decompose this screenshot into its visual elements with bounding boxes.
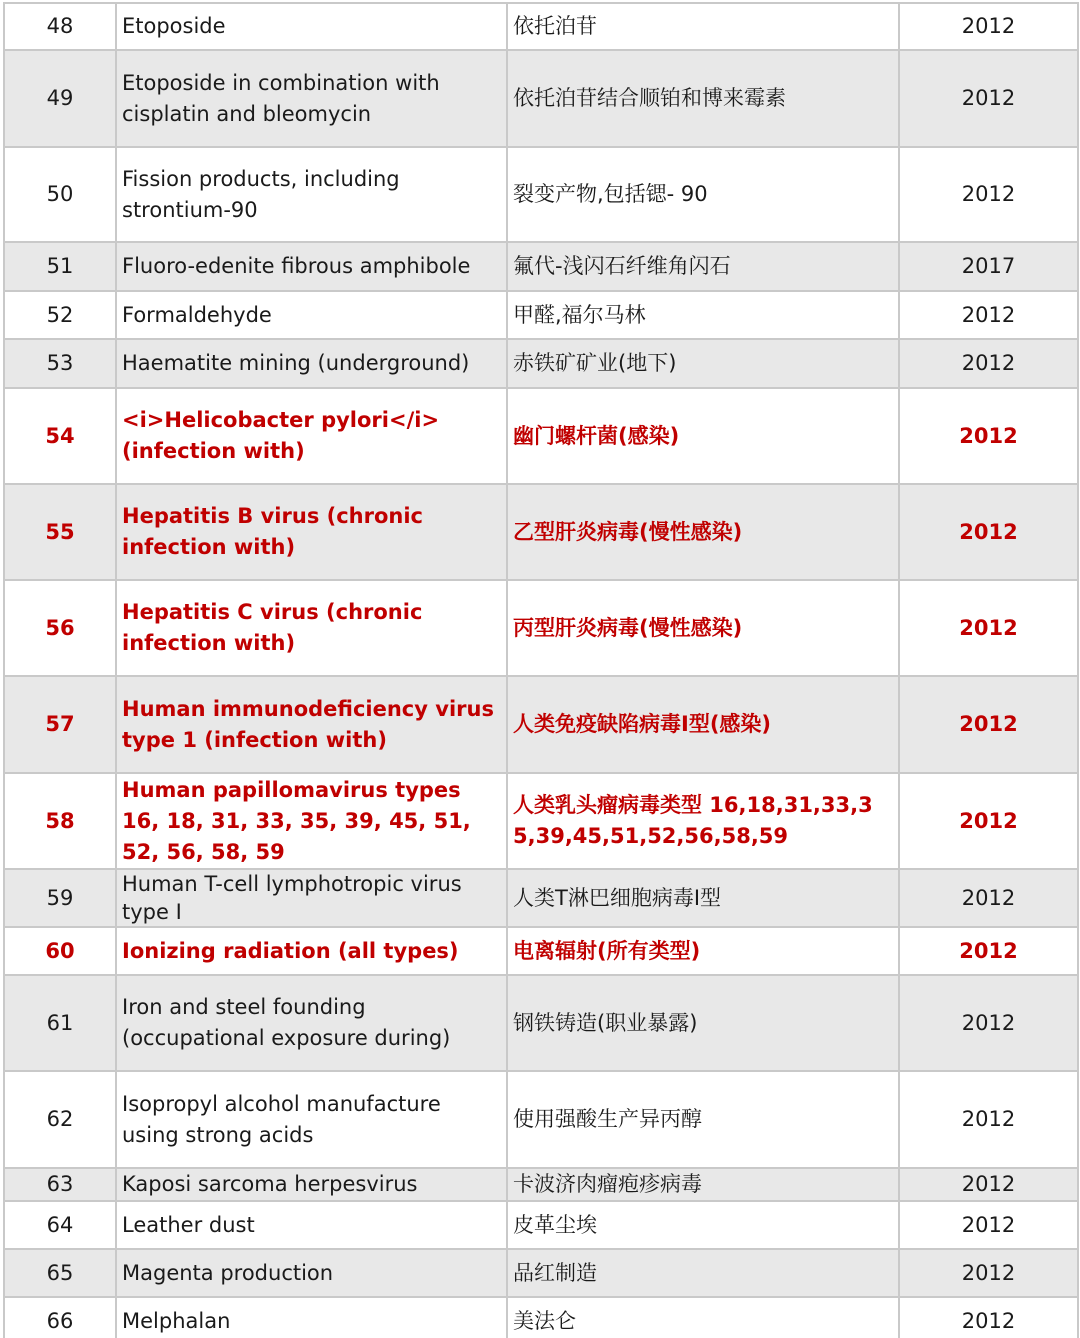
evaluation-year-cell: 2012 [899, 869, 1078, 927]
table-row [4, 339, 1078, 388]
evaluation-year-cell: 2012 [899, 1071, 1078, 1168]
agent-name-chinese-cell: 人类T淋巴细胞病毒I型 [507, 869, 899, 927]
agent-name-english-cell: Human papillomavirus types 16, 18, 31, 33, 35, 39, 45, 51, 52, 56, 58, 59 [116, 773, 507, 869]
agent-name-english-cell: Etoposide in combination with cisplatin and bleomycin [116, 50, 507, 147]
row-number-cell: 60 [4, 927, 116, 975]
table-row [4, 927, 1078, 975]
agent-name-english-cell: Etoposide [116, 3, 507, 50]
table-row [4, 147, 1078, 242]
agent-name-chinese-cell: 卡波济肉瘤疱疹病毒 [507, 1168, 899, 1201]
agent-name-chinese-cell: 品红制造 [507, 1249, 899, 1297]
agent-name-chinese-cell: 人类乳头瘤病毒类型 16,18,31,33,35,39,45,51,52,56,58,59 [507, 773, 899, 869]
agent-name-english-cell: Human immunodeficiency virus type 1 (infection with) [116, 676, 507, 773]
table-row [4, 676, 1078, 773]
row-number-cell: 52 [4, 291, 116, 339]
row-number-cell: 59 [4, 869, 116, 927]
agent-name-chinese-cell: 钢铁铸造(职业暴露) [507, 975, 899, 1071]
agent-name-chinese-cell: 美法仑 [507, 1297, 899, 1338]
agent-name-english-cell: Fluoro-edenite fibrous amphibole [116, 242, 507, 291]
evaluation-year-cell: 2012 [899, 927, 1078, 975]
row-number-cell: 51 [4, 242, 116, 291]
evaluation-year-cell: 2012 [899, 1168, 1078, 1201]
row-number-cell: 55 [4, 484, 116, 580]
agent-name-chinese-cell: 赤铁矿矿业(地下) [507, 339, 899, 388]
evaluation-year-cell: 2012 [899, 50, 1078, 147]
table-row [4, 291, 1078, 339]
evaluation-year-cell: 2012 [899, 580, 1078, 676]
table-row [4, 580, 1078, 676]
row-number-cell: 57 [4, 676, 116, 773]
evaluation-year-cell: 2012 [899, 291, 1078, 339]
agent-name-chinese-cell: 氟代-浅闪石纤维角闪石 [507, 242, 899, 291]
table-row [4, 50, 1078, 147]
agent-name-english-cell: Hepatitis B virus (chronic infection with) [116, 484, 507, 580]
agent-name-english-cell: Isopropyl alcohol manufacture using strong acids [116, 1071, 507, 1168]
evaluation-year-cell: 2012 [899, 339, 1078, 388]
agent-name-english-cell: Melphalan [116, 1297, 507, 1338]
agent-name-chinese-cell: 甲醛,福尔马林 [507, 291, 899, 339]
table-row [4, 3, 1078, 50]
row-number-cell: 63 [4, 1168, 116, 1201]
table-row [4, 242, 1078, 291]
row-number-cell: 65 [4, 1249, 116, 1297]
agent-name-english-cell: Hepatitis C virus (chronic infection with) [116, 580, 507, 676]
agent-name-chinese-cell: 裂变产物,包括锶- 90 [507, 147, 899, 242]
table-body [4, 3, 1078, 1338]
agent-name-english-cell: Human T-cell lymphotropic virus type I [116, 869, 507, 927]
table-row [4, 388, 1078, 484]
table-row [4, 975, 1078, 1071]
agent-name-chinese-cell: 皮革尘埃 [507, 1201, 899, 1249]
table-row [4, 1201, 1078, 1249]
agent-name-english-cell: Ionizing radiation (all types) [116, 927, 507, 975]
agent-name-chinese-cell: 人类免疫缺陷病毒I型(感染) [507, 676, 899, 773]
agent-name-chinese-cell: 丙型肝炎病毒(慢性感染) [507, 580, 899, 676]
row-number-cell: 58 [4, 773, 116, 869]
table-row [4, 1297, 1078, 1338]
agent-name-english-cell: Fission products, including strontium-90 [116, 147, 507, 242]
agent-name-chinese-cell: 使用强酸生产异丙醇 [507, 1071, 899, 1168]
agent-name-chinese-cell: 幽门螺杆菌(感染) [507, 388, 899, 484]
evaluation-year-cell: 2012 [899, 975, 1078, 1071]
row-number-cell: 54 [4, 388, 116, 484]
agent-name-english-cell: Magenta production [116, 1249, 507, 1297]
evaluation-year-cell: 2012 [899, 484, 1078, 580]
agent-name-english-cell: Leather dust [116, 1201, 507, 1249]
row-number-cell: 61 [4, 975, 116, 1071]
evaluation-year-cell: 2012 [899, 147, 1078, 242]
evaluation-year-cell: 2012 [899, 676, 1078, 773]
agent-name-chinese-cell: 乙型肝炎病毒(慢性感染) [507, 484, 899, 580]
row-number-cell: 50 [4, 147, 116, 242]
evaluation-year-cell: 2012 [899, 1249, 1078, 1297]
evaluation-year-cell: 2012 [899, 1297, 1078, 1338]
agent-name-english-cell: Haematite mining (underground) [116, 339, 507, 388]
agent-name-english-cell: Kaposi sarcoma herpesvirus [116, 1168, 507, 1201]
row-number-cell: 48 [4, 3, 116, 50]
table-row [4, 484, 1078, 580]
agent-name-chinese-cell: 依托泊苷 [507, 3, 899, 50]
table-row [4, 1249, 1078, 1297]
table-row [4, 1168, 1078, 1201]
evaluation-year-cell: 2012 [899, 388, 1078, 484]
table-row [4, 773, 1078, 869]
row-number-cell: 49 [4, 50, 116, 147]
agent-name-english-cell: <i>Helicobacter pylori</i> (infection with) [116, 388, 507, 484]
row-number-cell: 56 [4, 580, 116, 676]
row-number-cell: 53 [4, 339, 116, 388]
row-number-cell: 64 [4, 1201, 116, 1249]
evaluation-year-cell: 2012 [899, 773, 1078, 869]
row-number-cell: 66 [4, 1297, 116, 1338]
evaluation-year-cell: 2017 [899, 242, 1078, 291]
table-row [4, 869, 1078, 927]
evaluation-year-cell: 2012 [899, 1201, 1078, 1249]
table-row [4, 1071, 1078, 1168]
agent-name-english-cell: Iron and steel founding (occupational exposure during) [116, 975, 507, 1071]
row-number-cell: 62 [4, 1071, 116, 1168]
carcinogen-table [3, 2, 1079, 1338]
agent-name-chinese-cell: 电离辐射(所有类型) [507, 927, 899, 975]
agent-name-chinese-cell: 依托泊苷结合顺铂和博来霉素 [507, 50, 899, 147]
evaluation-year-cell: 2012 [899, 3, 1078, 50]
agent-name-english-cell: Formaldehyde [116, 291, 507, 339]
